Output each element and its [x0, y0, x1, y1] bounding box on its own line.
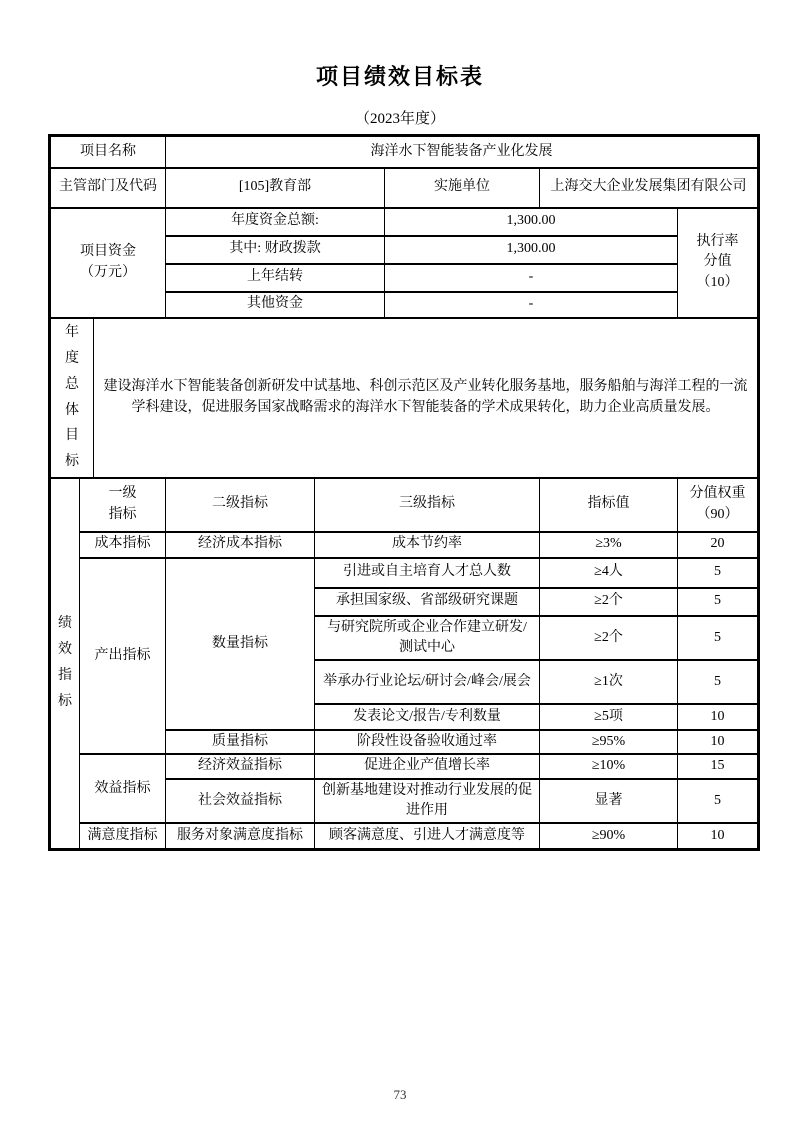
indicator-l1: 满意度指标	[80, 823, 166, 849]
indicator-weight: 20	[678, 532, 759, 558]
indicator-value: ≥3%	[540, 532, 678, 558]
indicator-l3: 阶段性设备验收通过率	[315, 730, 540, 754]
indicator-l2: 经济效益指标	[166, 754, 315, 778]
funding-row-total	[50, 208, 759, 236]
header-weight-line1: 分值权重	[689, 486, 746, 502]
performance-target-table	[48, 134, 760, 851]
annual-goal-label-text: 年度总体目标	[65, 324, 79, 470]
header-level3: 三级指标	[315, 478, 540, 532]
indicator-value: ≥1次	[540, 660, 678, 704]
indicator-l3: 举承办行业论坛/研讨会/峰会/展会	[315, 660, 540, 704]
indicator-weight: 5	[678, 616, 759, 661]
project-name-row	[50, 136, 759, 168]
funding-label	[50, 208, 166, 318]
indicator-value: ≥10%	[540, 754, 678, 778]
header-weight-line2: （90）	[696, 506, 739, 522]
impl-unit-value: 上海交大企业发展集团有限公司	[540, 168, 759, 208]
indicator-row	[50, 532, 759, 558]
indicator-weight: 10	[678, 823, 759, 849]
indicator-row	[50, 823, 759, 849]
indicator-l3: 成本节约率	[315, 532, 540, 558]
indicator-row	[50, 754, 759, 778]
indicator-l3: 与研究院所或企业合作建立研发/测试中心	[315, 616, 540, 661]
funding-label-line1: 项目资金	[80, 244, 136, 260]
indicator-l3: 发表论文/报告/专利数量	[315, 704, 540, 730]
indicator-l2: 社会效益指标	[166, 779, 315, 824]
funding-label-line2: （万元）	[80, 264, 136, 280]
header-level1-line2: 指标	[108, 506, 137, 522]
header-weight	[678, 478, 759, 532]
dept-code-label: 主管部门及代码	[50, 168, 166, 208]
indicator-l3: 创新基地建设对推动行业发展的促进作用	[315, 779, 540, 824]
department-row	[50, 168, 759, 208]
indicator-l2: 数量指标	[166, 558, 315, 731]
project-name-label: 项目名称	[50, 136, 166, 168]
indicator-l1: 产出指标	[80, 558, 166, 755]
indicator-l3: 引进或自主培育人才总人数	[315, 558, 540, 588]
indicator-l3: 承担国家级、省部级研究课题	[315, 588, 540, 616]
funding-total-label: 年度资金总额:	[166, 208, 385, 236]
indicator-l2: 质量指标	[166, 730, 315, 754]
funding-fiscal-value: 1,300.00	[385, 236, 678, 264]
indicator-value: ≥4人	[540, 558, 678, 588]
funding-other-label: 其他资金	[166, 292, 385, 318]
indicator-value: 显著	[540, 779, 678, 824]
indicator-weight: 15	[678, 754, 759, 778]
page-number: 73	[393, 1087, 407, 1102]
header-level1-line1: 一级	[108, 486, 137, 502]
page-title: 项目绩效目标表	[315, 64, 484, 89]
execution-rate-line3: （10）	[696, 274, 739, 290]
indicator-l1: 成本指标	[80, 532, 166, 558]
indicator-weight: 5	[678, 558, 759, 588]
indicator-value: ≥2个	[540, 616, 678, 661]
indicators-header-row	[50, 478, 759, 532]
funding-total-value: 1,300.00	[385, 208, 678, 236]
indicator-value: ≥90%	[540, 823, 678, 849]
performance-section-label-text: 绩效指标	[58, 616, 72, 710]
indicator-l3: 促进企业产值增长率	[315, 754, 540, 778]
indicator-l3: 顾客满意度、引进人才满意度等	[315, 823, 540, 849]
indicator-row	[50, 558, 759, 588]
header-level1	[80, 478, 166, 532]
indicator-value: ≥95%	[540, 730, 678, 754]
header-level2: 二级指标	[166, 478, 315, 532]
header-value: 指标值	[540, 478, 678, 532]
indicator-weight: 5	[678, 660, 759, 704]
funding-carryover-label: 上年结转	[166, 264, 385, 292]
dept-code-value: [105]教育部	[166, 168, 385, 208]
indicator-l2: 服务对象满意度指标	[166, 823, 315, 849]
performance-section-label	[50, 478, 80, 850]
funding-fiscal-label: 其中: 财政拨款	[166, 236, 385, 264]
annual-goal-text: 建设海洋水下智能装备创新研发中试基地、科创示范区及产业转化服务基地，服务船舶与海洋工程的一流学科建设，促进服务国家战略需求的海洋水下智能装备的学术成果转化，助力企业高质量发展。	[94, 318, 759, 478]
page-subtitle: （2023年度）	[354, 111, 445, 127]
indicator-l2: 经济成本指标	[166, 532, 315, 558]
indicator-l1: 效益指标	[80, 754, 166, 823]
impl-unit-label: 实施单位	[385, 168, 540, 208]
indicator-weight: 5	[678, 779, 759, 824]
indicator-value: ≥2个	[540, 588, 678, 616]
execution-rate-score-label	[678, 208, 759, 318]
project-name-value: 海洋水下智能装备产业化发展	[166, 136, 759, 168]
annual-goal-label	[50, 318, 94, 478]
funding-other-value: -	[385, 292, 678, 318]
indicator-weight: 10	[678, 730, 759, 754]
funding-carryover-value: -	[385, 264, 678, 292]
execution-rate-line1: 执行率	[696, 234, 739, 250]
indicator-value: ≥5项	[540, 704, 678, 730]
indicator-weight: 5	[678, 588, 759, 616]
indicator-weight: 10	[678, 704, 759, 730]
execution-rate-line2: 分值	[703, 254, 732, 270]
annual-goal-row	[50, 318, 759, 478]
